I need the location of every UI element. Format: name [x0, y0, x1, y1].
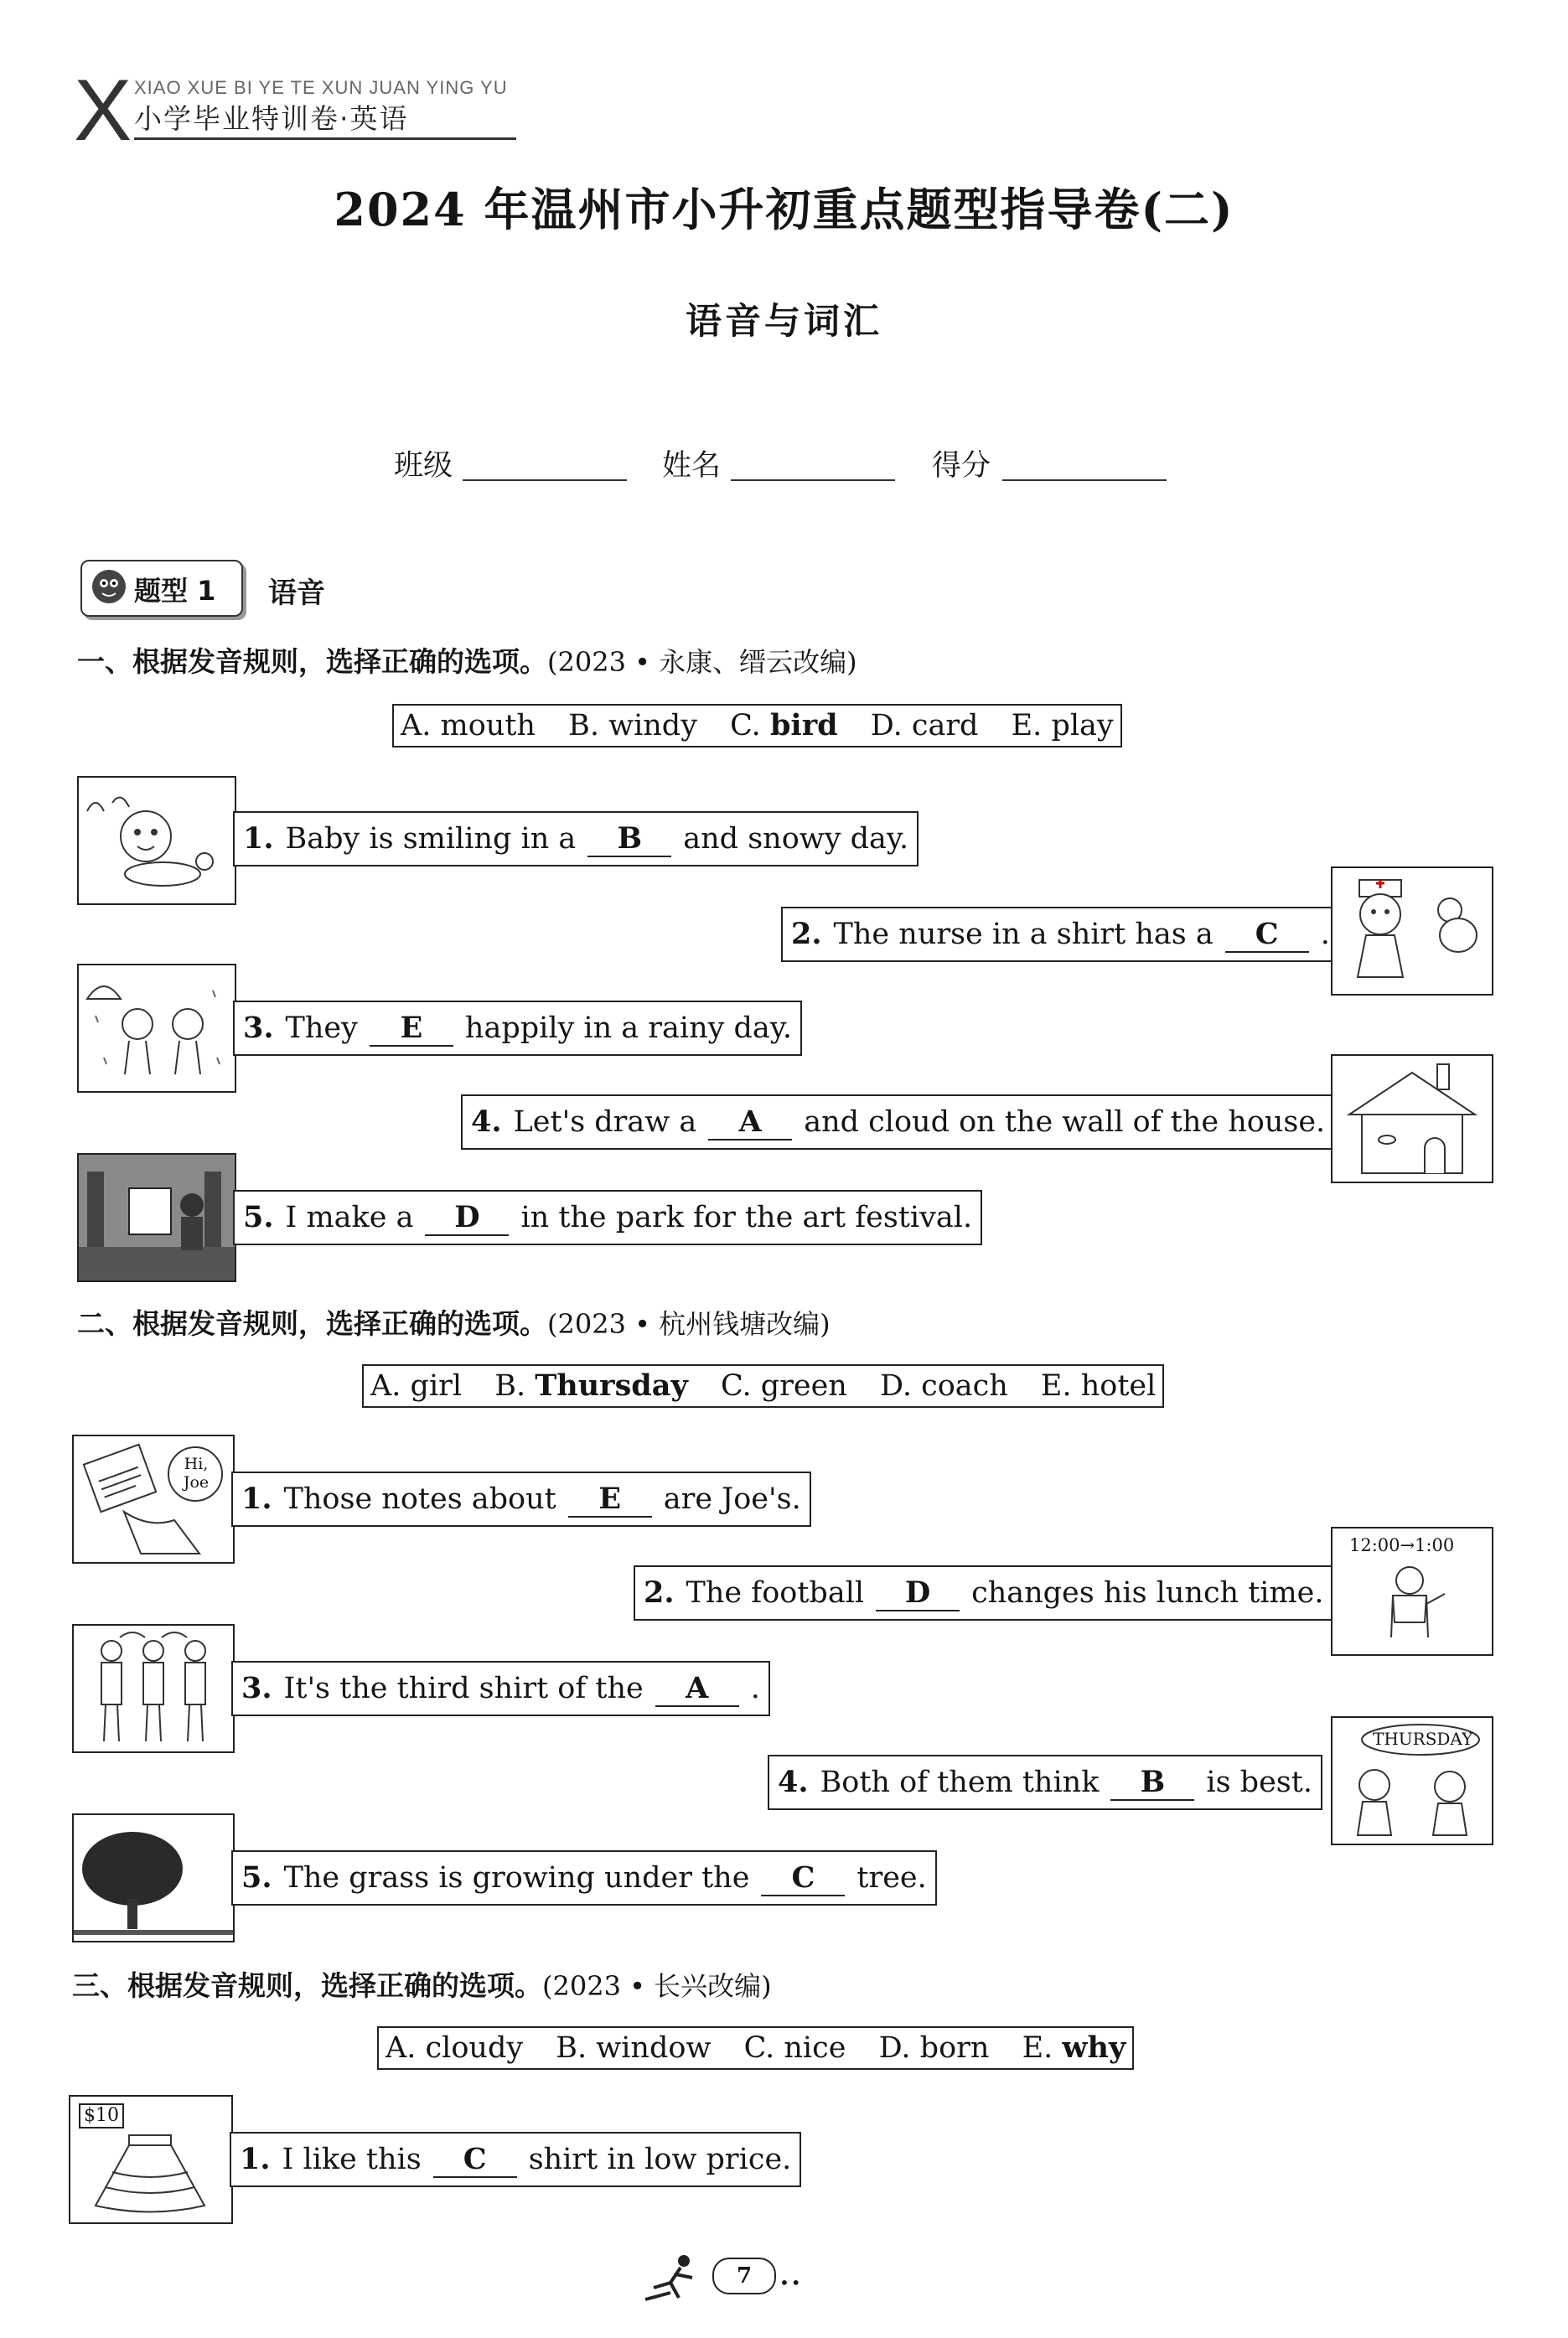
header-rule	[134, 137, 516, 140]
p3-question-1: 1. I like this C shirt in low price.	[230, 2132, 801, 2187]
painting-icon	[79, 1155, 235, 1280]
score-field[interactable]	[1002, 479, 1167, 481]
footer-dots: ••	[779, 2273, 803, 2293]
three-people-icon	[74, 1626, 233, 1751]
rain-dance-picture	[77, 964, 236, 1093]
squirrel-icon	[91, 568, 127, 605]
price-tag: $10	[79, 2103, 124, 2129]
answer-blank[interactable]: B	[1110, 1766, 1194, 1801]
p2-question-1: 1. Those notes about E are Joe's.	[231, 1472, 811, 1527]
answer-blank[interactable]: D	[425, 1201, 509, 1236]
name-field[interactable]	[731, 479, 895, 481]
score-label: 得分	[932, 449, 991, 483]
answer-blank[interactable]: A	[708, 1105, 792, 1141]
answer-blank[interactable]: D	[876, 1576, 960, 1611]
p1-question-4: 4. Let's draw a A and cloud on the wall of the house.	[461, 1094, 1335, 1150]
part3-heading: 三、根据发音规则，选择正确的选项。(2023 • 长兴改编)	[72, 1969, 772, 2002]
nurse-picture	[1331, 866, 1493, 996]
section-badge	[80, 560, 243, 617]
nurse-bird-icon	[1333, 868, 1492, 994]
house-icon	[1333, 1056, 1492, 1182]
runner-icon	[637, 2249, 712, 2308]
baby-picture	[77, 776, 236, 905]
series-title: 小学毕业特训卷·英语	[134, 102, 409, 135]
answer-blank[interactable]: A	[655, 1672, 739, 1707]
p2-question-2: 2. The football D changes his lunch time.	[634, 1565, 1334, 1621]
section-label: 语音	[268, 577, 325, 610]
page-title: 2024 年温州市小升初重点题型指导卷(二)	[334, 183, 1234, 236]
thursday-picture	[1331, 1716, 1493, 1845]
p2-question-5: 5. The grass is growing under the C tree.	[231, 1850, 937, 1906]
umbrella-icon	[79, 965, 235, 1091]
answer-blank[interactable]: C	[1225, 918, 1309, 953]
p2-question-4: 4. Both of them think B is best.	[768, 1755, 1322, 1810]
name-label: 姓名	[662, 449, 722, 483]
section-badge-text: 题型 1	[134, 575, 216, 607]
clock-label: 12:00→1:00	[1349, 1535, 1455, 1555]
part1-heading: 一、根据发音规则，选择正确的选项。(2023 • 永康、缙云改编)	[77, 645, 857, 678]
class-field[interactable]	[463, 479, 627, 481]
skirt-picture	[69, 2095, 233, 2224]
notes-picture	[72, 1435, 235, 1564]
p1-question-5: 5. I make a D in the park for the art festival.	[233, 1190, 982, 1245]
page-number: 7	[712, 2258, 776, 2294]
hi-joe-bubble: Hi, Joe	[183, 1455, 210, 1492]
p1-question-1: 1. Baby is smiling in a B and snowy day.	[233, 811, 919, 866]
answer-blank[interactable]: E	[370, 1011, 453, 1047]
baby-icon	[79, 778, 235, 903]
shirts-picture	[72, 1624, 235, 1753]
p2-question-3: 3. It's the third shirt of the A .	[231, 1661, 770, 1716]
thursday-bubble: THURSDAY	[1373, 1729, 1473, 1749]
series-pinyin: XIAO XUE BI YE TE XUN JUAN YING YU	[134, 77, 508, 98]
part2-options: A. girl B. Thursday C. green D. coach E. hotel	[362, 1364, 1164, 1408]
tree-icon	[74, 1815, 233, 1941]
house-picture	[1331, 1054, 1493, 1183]
series-logo-letter: X	[74, 62, 132, 159]
tree-picture	[72, 1813, 235, 1942]
part2-heading: 二、根据发音规则，选择正确的选项。(2023 • 杭州钱塘改编)	[77, 1307, 831, 1340]
part1-options: A. mouth B. windy C. bird D. card E. play	[392, 704, 1122, 747]
answer-blank[interactable]: B	[587, 822, 671, 857]
answer-blank[interactable]: C	[433, 2143, 517, 2178]
p1-question-2: 2. The nurse in a shirt has a C .	[781, 907, 1340, 962]
art-festival-picture	[77, 1153, 236, 1282]
p1-question-3: 3. They E happily in a rainy day.	[233, 1001, 802, 1056]
answer-blank[interactable]: E	[568, 1482, 652, 1518]
class-label: 班级	[394, 449, 453, 483]
part3-options: A. cloudy B. window C. nice D. born E. why	[377, 2026, 1134, 2070]
coach-picture	[1331, 1527, 1493, 1656]
page-subtitle: 语音与词汇	[686, 301, 882, 343]
answer-blank[interactable]: C	[761, 1861, 845, 1896]
